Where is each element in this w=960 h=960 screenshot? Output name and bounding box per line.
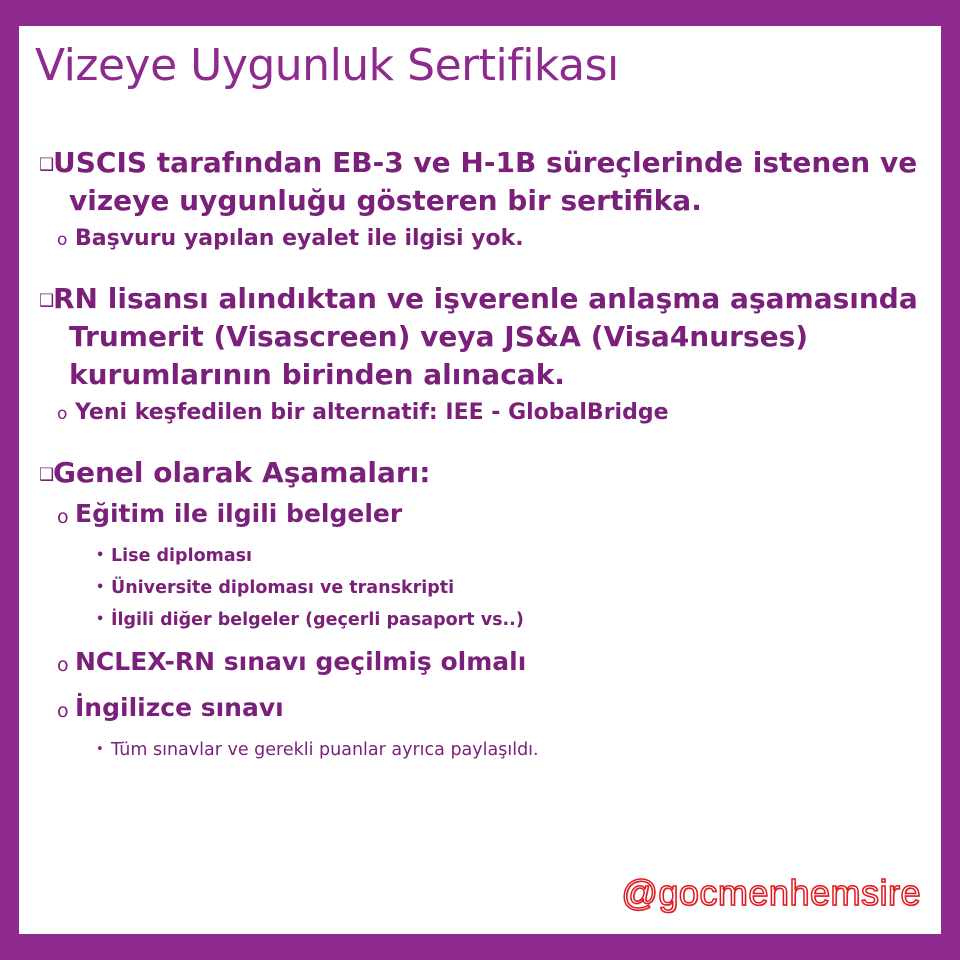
dot-bullet-icon: • (96, 548, 105, 563)
step-english-exam (39, 688, 929, 728)
list-item-text: İlgili diğer belgeler (geçerli pasaport vs..) (111, 610, 524, 630)
list-item (39, 604, 929, 636)
dot-bullet-icon: • (96, 580, 105, 595)
circle-bullet-icon: o (57, 654, 69, 676)
list-item-text: Lise diploması (111, 546, 253, 566)
sub-bullet-alternative (39, 396, 929, 430)
dot-bullet-icon: • (96, 742, 104, 757)
social-handle: @gocmenhemsire (621, 872, 921, 913)
step-label: NCLEX-RN sınavı geçilmiş olmalı (75, 647, 527, 676)
square-bullet-icon: ❑ (39, 465, 55, 485)
bullet-uscis-certificate (39, 144, 929, 220)
step-label: Eğitim ile ilgili belgeler (75, 499, 403, 528)
list-item (39, 572, 929, 604)
bullet-general-stages (39, 454, 929, 492)
sub-bullet-state-unrelated (39, 222, 929, 256)
sub-bullet-text: Yeni keşfedilen bir alternatif: IEE - GlobalBridge (75, 400, 669, 425)
step-nclex (39, 642, 929, 682)
slide-content (39, 144, 929, 766)
circle-bullet-icon: o (57, 506, 69, 528)
sub-bullet-text: Başvuru yapılan eyalet ile ilgisi yok. (75, 226, 524, 251)
step-label: İngilizce sınavı (75, 693, 284, 722)
slide-title: Vizeye Uygunluk Sertifikası (35, 40, 619, 91)
list-item-text: Üniversite diploması ve transkripti (111, 578, 455, 598)
circle-bullet-icon: o (57, 700, 69, 722)
slide (19, 26, 941, 934)
bullet-text: Genel olarak Aşamaları: (53, 456, 431, 489)
list-item (39, 540, 929, 572)
square-bullet-icon: ❑ (39, 155, 55, 175)
square-bullet-icon: ❑ (39, 291, 55, 311)
dot-bullet-icon: • (96, 612, 105, 627)
list-item-text: Tüm sınavlar ve gerekli puanlar ayrıca paylaşıldı. (111, 740, 539, 760)
list-item (39, 734, 929, 766)
step-education-documents (39, 494, 929, 534)
circle-bullet-icon: o (57, 404, 68, 424)
bullet-rn-license (39, 280, 929, 394)
bullet-text: RN lisansı alındıktan ve işverenle anlaşma aşamasında Trumerit (Visascreen) veya JS&A (Visa4nurses) kurumlarının birinden alınacak. (53, 282, 918, 391)
circle-bullet-icon: o (57, 230, 68, 250)
bullet-text: USCIS tarafından EB-3 ve H-1B süreçlerinde istenen ve vizeye uygunluğu gösteren bir sertifika. (53, 146, 918, 217)
